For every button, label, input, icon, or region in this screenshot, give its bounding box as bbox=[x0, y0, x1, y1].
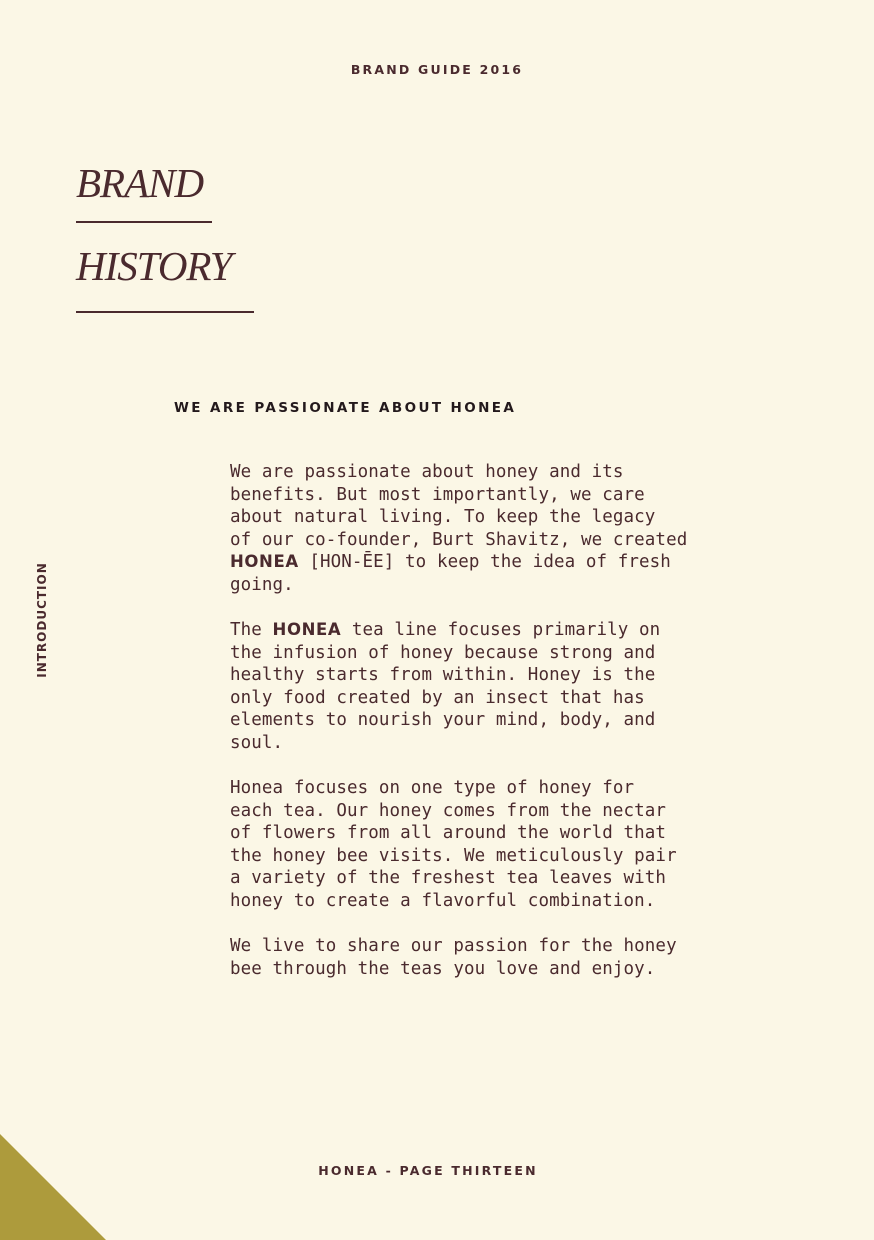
page-footer: HONEA - PAGE THIRTEEN bbox=[318, 1163, 538, 1178]
section-heading: WE ARE PASSIONATE ABOUT HONEA bbox=[174, 400, 517, 416]
text-line: We are passionate about honey and its bbox=[230, 462, 624, 482]
paragraph-2 bbox=[230, 619, 790, 754]
text-line: tea line focuses primarily on bbox=[341, 620, 661, 640]
text-line: going. bbox=[230, 574, 294, 595]
text-line: healthy starts from within. Honey is the bbox=[230, 665, 656, 685]
text-line: bee through the teas you love and enjoy. bbox=[230, 958, 656, 979]
paragraph-1 bbox=[230, 461, 790, 596]
brand-name-emphasis: HONEA bbox=[230, 552, 299, 571]
text-line: of our co-founder, Burt Shavitz, we created bbox=[230, 529, 688, 550]
paragraph-3 bbox=[230, 777, 790, 912]
brand-name-emphasis: HONEA bbox=[272, 620, 342, 639]
title-rule-1 bbox=[76, 221, 212, 223]
text-line: [HON-ĒE] to keep the idea of fresh bbox=[298, 552, 671, 572]
title-rule-2 bbox=[76, 311, 254, 313]
text-line: elements to nourish your mind, body, and bbox=[230, 710, 656, 730]
text-line: the honey bee visits. We meticulously pair bbox=[230, 845, 677, 866]
side-section-label: INTRODUCTION bbox=[35, 562, 49, 678]
body-copy bbox=[230, 461, 790, 1003]
text-line: soul. bbox=[230, 732, 284, 753]
text-line: only food created by an insect that has bbox=[230, 687, 645, 708]
text-line: benefits. But most importantly, we care bbox=[230, 484, 645, 505]
text-line: honey to create a flavorful combination. bbox=[230, 890, 656, 911]
text-line: the infusion of honey because strong and bbox=[230, 642, 656, 663]
text-line: The bbox=[230, 620, 273, 640]
title-line-history: HISTORY bbox=[76, 243, 232, 289]
text-line: We live to share our passion for the honey bbox=[230, 936, 677, 956]
text-line: a variety of the freshest tea leaves with bbox=[230, 868, 667, 888]
text-line: each tea. Our honey comes from the nectar bbox=[230, 800, 667, 821]
paragraph-4 bbox=[230, 935, 790, 980]
title-line-brand: BRAND bbox=[76, 160, 204, 206]
page-header: BRAND GUIDE 2016 bbox=[350, 62, 524, 77]
text-line: Honea focuses on one type of honey for bbox=[230, 778, 635, 798]
text-line: about natural living. To keep the legacy bbox=[230, 507, 656, 527]
corner-triangle-decoration bbox=[0, 1134, 106, 1240]
text-line: of flowers from all around the world that bbox=[230, 823, 667, 843]
